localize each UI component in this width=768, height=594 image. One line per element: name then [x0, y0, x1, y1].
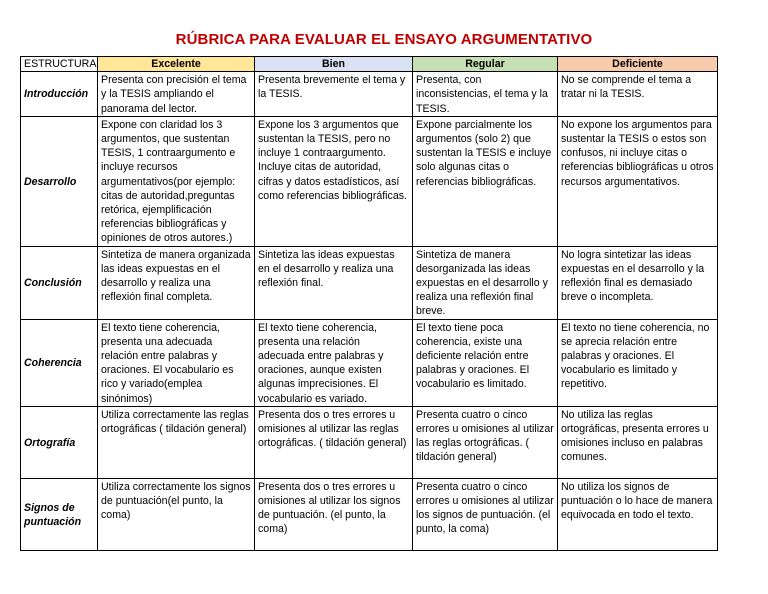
cell-regular: Presenta cuatro o cinco errores u omisiones al utilizar las reglas ortográficas. ( tildación general): [413, 406, 558, 478]
cell-bien: Expone los 3 argumentos que sustentan la TESIS, pero no incluye 1 contraargumento. Incluye citas de autoridad, cifras y datos estadísticos, así como referencias bibliográficas.: [255, 116, 413, 246]
cell-regular: Presenta, con inconsistencias, el tema y la TESIS.: [413, 72, 558, 117]
cell-excelente: Utiliza correctamente las reglas ortográficas ( tildación general): [98, 406, 255, 478]
header-estructura: ESTRUCTURA: [21, 57, 98, 72]
row-desarrollo: [21, 116, 718, 246]
cell-deficiente: No expone los argumentos para sustentar la TESIS o estos son confusos, ni incluye citas o referencias bibliográficas u otros recursos argumentativos.: [558, 116, 718, 246]
cell-excelente: Sintetiza de manera organizada las ideas expuestas en el desarrollo y realiza una reflexión final completa.: [98, 246, 255, 319]
cell-bien: Sintetiza las ideas expuestas en el desarrollo y realiza una reflexión final.: [255, 246, 413, 319]
cell-bien: El texto tiene coherencia, presenta una relación adecuada entre palabras y oraciones, aunque existen algunas imprecisiones. El vocabulario es variado.: [255, 319, 413, 406]
row-ortografia: [21, 406, 718, 478]
header-regular: Regular: [413, 57, 558, 72]
cell-deficiente: No logra sintetizar las ideas expuestas en el desarrollo y la reflexión final es demasiado breve o incompleta.: [558, 246, 718, 319]
row-coherencia: [21, 319, 718, 406]
row-introduccion: [21, 72, 718, 117]
cell-regular: Expone parcialmente los argumentos (solo 2) que sustentan la TESIS e incluye solo algunas citas o referencias bibliográficas.: [413, 116, 558, 246]
cell-excelente: El texto tiene coherencia, presenta una adecuada relación entre palabras y oraciones. El vocabulario es rico y variado(emplea sinónimos): [98, 319, 255, 406]
cell-bien: Presenta dos o tres errores u omisiones al utilizar las reglas ortográficas. ( tildación general): [255, 406, 413, 478]
criterion-label: Introducción: [21, 72, 98, 117]
cell-excelente: Utiliza correctamente los signos de puntuación(el punto, la coma): [98, 478, 255, 550]
cell-deficiente: No utiliza los signos de puntuación o lo hace de manera equivocada en todo el texto.: [558, 478, 718, 550]
header-deficiente: Deficiente: [558, 57, 718, 72]
header-bien: Bien: [255, 57, 413, 72]
criterion-label: Ortografía: [21, 406, 98, 478]
row-conclusion: [21, 246, 718, 319]
criterion-label: Conclusión: [21, 246, 98, 319]
cell-regular: Sintetiza de manera desorganizada las ideas expuestas en el desarrollo y realiza una reflexión final breve.: [413, 246, 558, 319]
document-title: RÚBRICA PARA EVALUAR EL ENSAYO ARGUMENTATIVO: [175, 31, 593, 48]
cell-deficiente: No se comprende el tema a tratar ni la TESIS.: [558, 72, 718, 117]
criterion-label: Desarrollo: [21, 116, 98, 246]
cell-regular: Presenta cuatro o cinco errores u omisiones al utilizar los signos de puntuación. (el punto, la coma): [413, 478, 558, 550]
criterion-label: Signos de puntuación: [21, 478, 98, 550]
cell-deficiente: No utiliza las reglas ortográficas, presenta errores u omisiones incluso en palabras comunes.: [558, 406, 718, 478]
cell-excelente: Presenta con precisión el tema y la TESIS ampliando el panorama del lector.: [98, 72, 255, 117]
rubric-table: [20, 56, 718, 551]
cell-bien: Presenta brevemente el tema y la TESIS.: [255, 72, 413, 117]
cell-excelente: Expone con claridad los 3 argumentos, que sustentan TESIS, 1 contraargumento e incluye recursos argumentativos(por ejemplo: citas de autoridad,preguntas retórica, ejemplificación referencias bibliográficas y opiniones de otros autores.): [98, 116, 255, 246]
cell-bien: Presenta dos o tres errores u omisiones al utilizar los signos de puntuación. (el punto, la coma): [255, 478, 413, 550]
header-row: [21, 57, 718, 72]
cell-regular: El texto tiene poca coherencia, existe una deficiente relación entre palabras y oraciones. El vocabulario es limitado.: [413, 319, 558, 406]
header-excelente: Excelente: [98, 57, 255, 72]
row-signos-de-puntuacion: [21, 478, 718, 550]
cell-deficiente: El texto no tiene coherencia, no se aprecia relación entre palabras y oraciones. El vocabulario es limitado y repetitivo.: [558, 319, 718, 406]
criterion-label: Coherencia: [21, 319, 98, 406]
